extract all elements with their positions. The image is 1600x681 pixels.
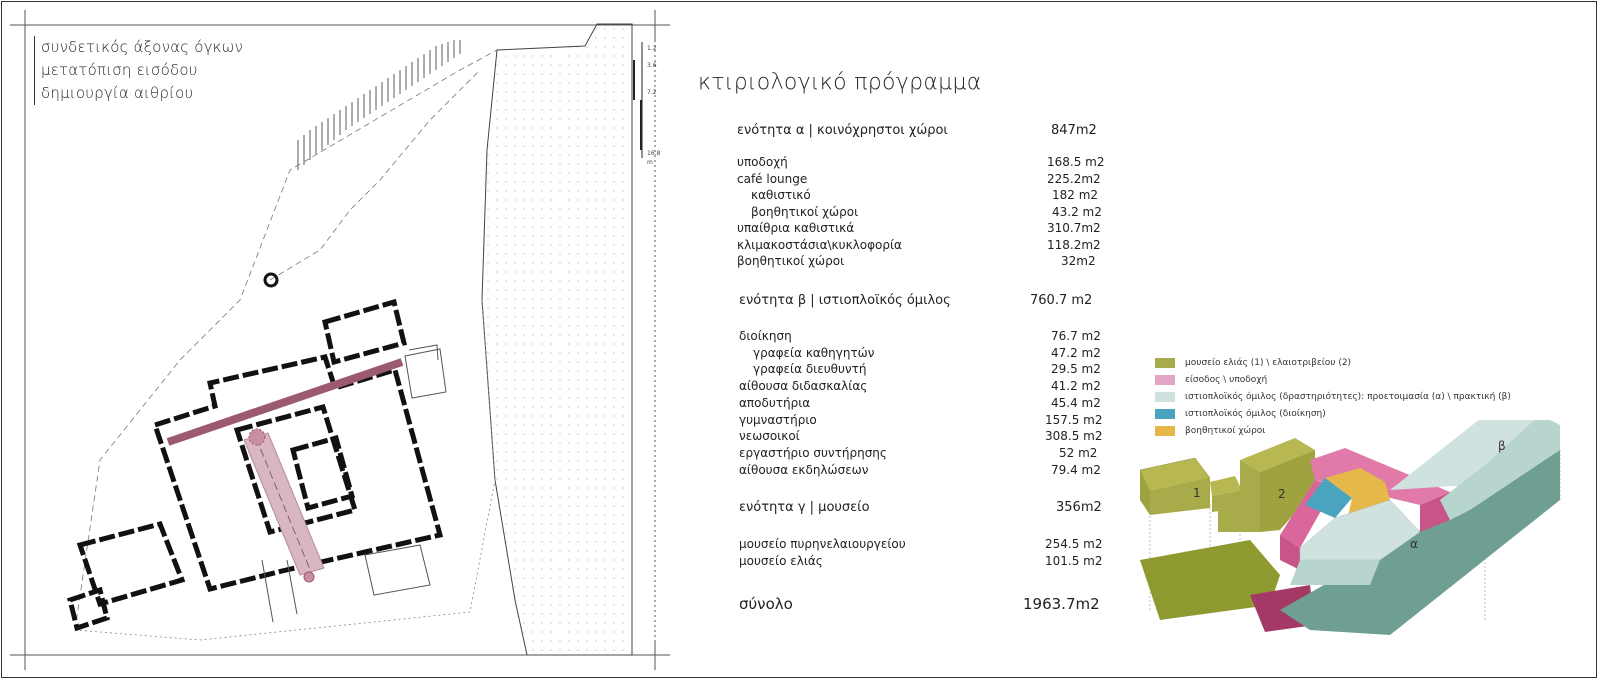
program-row (737, 254, 1096, 268)
room-area: 29.5 m2 (1051, 362, 1101, 376)
section-name: ενότητα γ | μουσείο (739, 500, 870, 515)
room-area: 41.2 m2 (1051, 379, 1101, 393)
room-area: 52 m2 (1059, 446, 1098, 460)
scale-mark: 16.8 (647, 150, 661, 157)
exit-marker (304, 572, 314, 582)
room-area: 76.7 m2 (1051, 329, 1101, 343)
room-name: μουσείο ελιάς (739, 554, 823, 568)
volume-label-2: 2 (1278, 487, 1286, 501)
section-header-a (737, 123, 1097, 138)
section-name: ενότητα β | ιστιοπλοϊκός όμιλος (739, 293, 951, 308)
program-row (739, 537, 1103, 551)
room-area: 79.4 m2 (1051, 463, 1101, 477)
room-name: διοίκηση (739, 329, 792, 343)
total-label: σύνολο (739, 595, 793, 613)
room-name: γραφεία διευθυντή (753, 362, 867, 376)
room-name: καθιστικό (751, 188, 811, 202)
room-area: 157.5 m2 (1045, 413, 1103, 427)
connecting-axis (168, 362, 402, 442)
legend-label: είσοδος \ υποδοχή (1185, 375, 1268, 385)
room-area: 43.2 m2 (1052, 205, 1102, 219)
room-name: μουσείο πυρηνελαιουργείου (739, 537, 906, 551)
legend-swatch (1155, 409, 1175, 419)
section-area: 847m2 (1051, 123, 1097, 138)
volume-sailing-alpha-side (1290, 560, 1380, 585)
room-name: υποδοχή (737, 155, 788, 169)
axonometric-diagram (1140, 420, 1580, 660)
legend-item (1155, 355, 1511, 371)
room-name: αποδυτήρια (739, 396, 811, 410)
section-area: 760.7 m2 (1030, 293, 1093, 308)
vegetation-hatch (298, 40, 460, 170)
total-row (739, 595, 1100, 613)
tree-symbol (265, 274, 277, 286)
volume-label-alpha: α (1410, 537, 1418, 551)
room-name: εργαστήριο συντήρησης (739, 446, 887, 460)
room-area: 182 m2 (1052, 188, 1099, 202)
room-name: γραφεία καθηγητών (753, 346, 875, 360)
room-area: 47.2 m2 (1051, 346, 1101, 360)
room-area: 308.5 m2 (1045, 429, 1103, 443)
program-row (737, 221, 1101, 235)
program-row (739, 429, 1103, 443)
room-name: βοηθητικοί χώροι (751, 205, 859, 219)
room-name: αίθουσα εκδηλώσεων (739, 463, 869, 477)
room-name: αίθουσα διδασκαλίας (739, 379, 868, 393)
scale-mark: 7.2 (647, 89, 657, 96)
scale-bar (633, 42, 661, 166)
atrium-strip (244, 433, 324, 575)
volume-label-beta: β (1498, 439, 1506, 453)
room-area: 310.7m2 (1047, 221, 1101, 235)
section-area: 356m2 (1056, 500, 1102, 515)
room-area: 32m2 (1061, 254, 1096, 268)
room-area: 45.4 m2 (1051, 396, 1101, 410)
note-entrance-shift: μετατόπιση εισόδου (34, 59, 243, 82)
program-row (739, 413, 1103, 427)
program-row (739, 379, 1101, 393)
total-area: 1963.7m2 (1023, 595, 1100, 613)
legend-swatch (1155, 392, 1175, 402)
program-title: κτιριολογικό πρόγραμμα (698, 70, 982, 95)
legend-item (1155, 372, 1511, 388)
path-line (270, 70, 480, 280)
scale-mark: 3.6 (647, 62, 657, 69)
legend-swatch (1155, 375, 1175, 385)
design-notes (34, 36, 243, 105)
room-name: κλιμακοστάσια\κυκλοφορία (737, 238, 902, 252)
room-name: βοηθητικοί χώροι (737, 254, 845, 268)
program-row (739, 396, 1101, 410)
room-area: 225.2m2 (1047, 172, 1101, 186)
program-row (739, 554, 1103, 568)
legend-item (1155, 389, 1511, 405)
legend-label: ιστιοπλοϊκός όμιλος (δραστηριότητες): προετοιμασία (α) \ πρακτική (β) (1185, 392, 1511, 402)
room-name: γυμναστήριο (739, 413, 817, 427)
program-row (739, 446, 1098, 460)
program-row (737, 188, 1099, 202)
scale-unit: m (647, 159, 653, 166)
legend-label: μουσείο ελιάς (1) \ ελαιοτριβείου (2) (1185, 358, 1352, 368)
legend-swatch (1155, 358, 1175, 368)
room-area: 101.5 m2 (1045, 554, 1103, 568)
section-header-c (739, 500, 1102, 515)
program-row (739, 346, 1101, 360)
entrance-marker (249, 429, 265, 445)
room-name: υπαίθρια καθιστικά (737, 221, 855, 235)
room-name: café lounge (737, 172, 808, 186)
note-connecting-axis: συνδετικός άξονας όγκων (34, 36, 243, 59)
room-area: 254.5 m2 (1045, 537, 1103, 551)
program-row (739, 329, 1101, 343)
scale-mark: 1.2 (647, 45, 657, 52)
program-row (739, 362, 1101, 376)
plot-boundary (75, 50, 497, 630)
room-area: 168.5 m2 (1047, 155, 1105, 169)
program-row (737, 205, 1102, 219)
room-area: 118.2m2 (1047, 238, 1101, 252)
program-row (737, 238, 1101, 252)
legend-label: ιστιοπλοϊκός όμιλος (διοίκηση) (1185, 409, 1326, 419)
room-name: νεωσοικοί (739, 429, 800, 443)
program-row (737, 172, 1101, 186)
note-atrium: δημιουργία αιθρίου (34, 82, 243, 105)
program-row (739, 463, 1101, 477)
annex-outlines (262, 345, 446, 622)
terrain-slope (482, 24, 632, 655)
legend-label: βοηθητικοί χώροι (1185, 426, 1266, 436)
program-row (737, 155, 1105, 169)
volume-label-1: 1 (1193, 486, 1201, 500)
section-header-b (739, 293, 1093, 308)
section-name: ενότητα α | κοινόχρηστοι χώροι (737, 123, 948, 138)
